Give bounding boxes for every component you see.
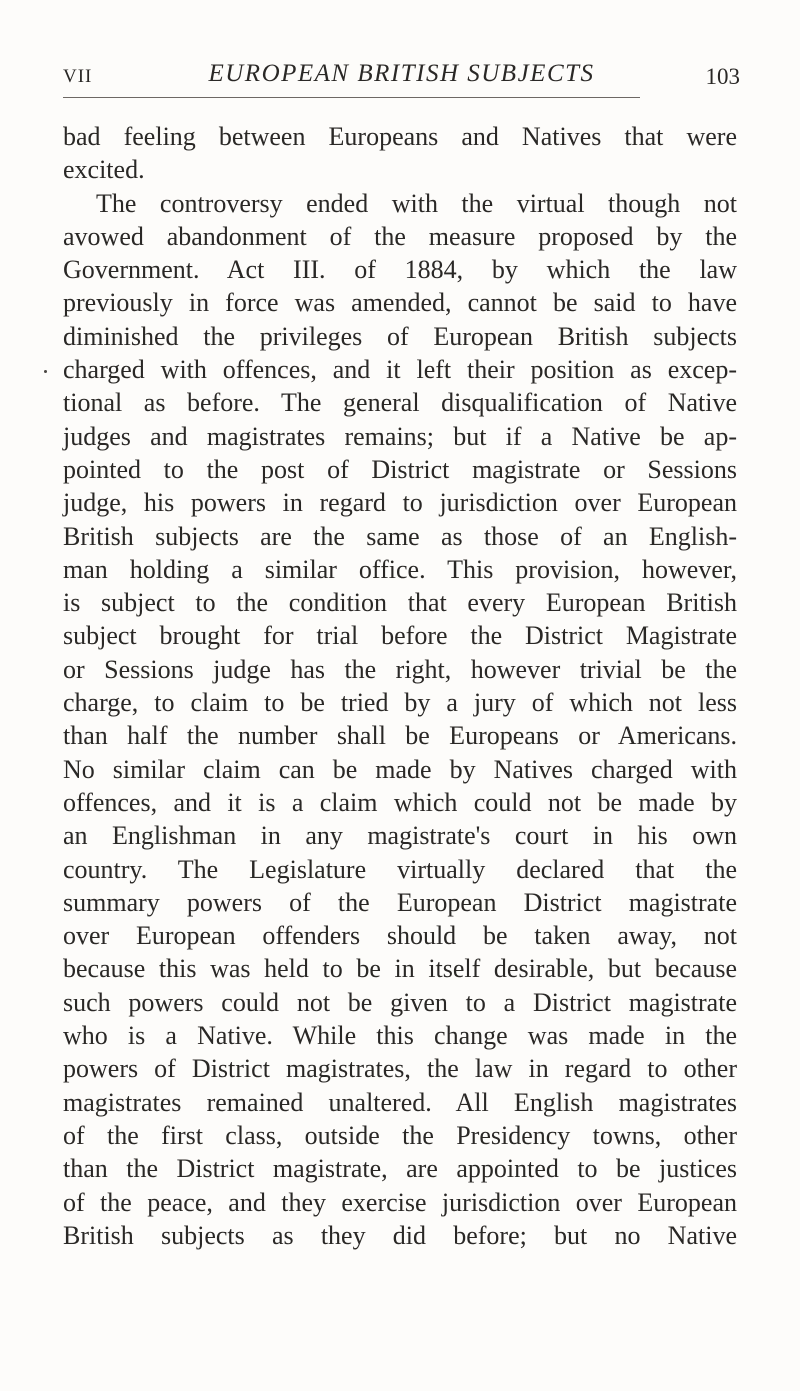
text-line: of the peace, and they exercise jurisdiction over European (63, 1187, 737, 1217)
text-line: is subject to the condition that every European British (63, 588, 737, 618)
text-line: over European offenders should be taken away, not (63, 921, 737, 951)
text-line: tional as before. The general disqualification of Native (63, 388, 737, 418)
header-rule (63, 97, 640, 98)
text-line: summary powers of the European District magistrate (63, 887, 737, 917)
body-text (63, 120, 737, 1252)
text-line: bad feeling between Europeans and Natives that were (63, 122, 737, 151)
text-line: The controversy ended with the virtual though not (96, 188, 737, 218)
text-line: British subjects as they did before; but no Native (63, 1220, 737, 1250)
text-line: British subjects are the same as those of an English- (63, 521, 737, 551)
text-line: pointed to the post of District magistrate or Sessions (63, 454, 737, 484)
text-line: subject brought for trial before the District Magistrate (63, 621, 737, 651)
text-line: such powers could not be given to a District magistrate (63, 987, 737, 1017)
text-line: previously in force was amended, cannot be said to have (63, 288, 737, 318)
margin-mark (44, 370, 47, 373)
text-line: because this was held to be in itself desirable, but because (63, 954, 737, 984)
text-line: judges and magistrates remains; but if a Native be ap- (63, 421, 737, 451)
text-line: or Sessions judge has the right, however trivial be the (63, 654, 737, 684)
text-line: charged with offences, and it left their position as excep- (63, 355, 737, 385)
text-line: judge, his powers in regard to jurisdiction over European (63, 488, 737, 518)
text-line: who is a Native. While this change was made in the (63, 1021, 737, 1051)
text-line: Government. Act III. of 1884, by which the law (63, 255, 737, 285)
text-line: country. The Legislature virtually declared that the (63, 854, 737, 884)
chapter-number: VII (63, 66, 93, 87)
text-line: than half the number shall be Europeans or Americans. (63, 721, 737, 751)
text-line: man holding a similar office. This provision, however, (63, 554, 737, 584)
running-head (63, 60, 740, 100)
running-title: EUROPEAN BRITISH SUBJECTS (208, 60, 595, 87)
text-line: avowed abandonment of the measure proposed by the (63, 221, 737, 251)
text-line: diminished the privileges of European British subjects (63, 321, 737, 351)
text-line: of the first class, outside the Presidency towns, other (63, 1120, 737, 1150)
text-line: charge, to claim to be tried by a jury of which not less (63, 688, 737, 718)
text-line: than the District magistrate, are appointed to be justices (63, 1154, 737, 1184)
text-line: an Englishman in any magistrate's court in his own (63, 821, 737, 851)
text-line: No similar claim can be made by Natives charged with (63, 754, 737, 784)
page-number: 103 (705, 64, 740, 89)
text-line: excited. (63, 155, 145, 185)
text-line: offences, and it is a claim which could not be made by (63, 787, 737, 817)
text-line: powers of District magistrates, the law in regard to other (63, 1054, 737, 1084)
text-line: magistrates remained unaltered. All English magistrates (63, 1087, 737, 1117)
